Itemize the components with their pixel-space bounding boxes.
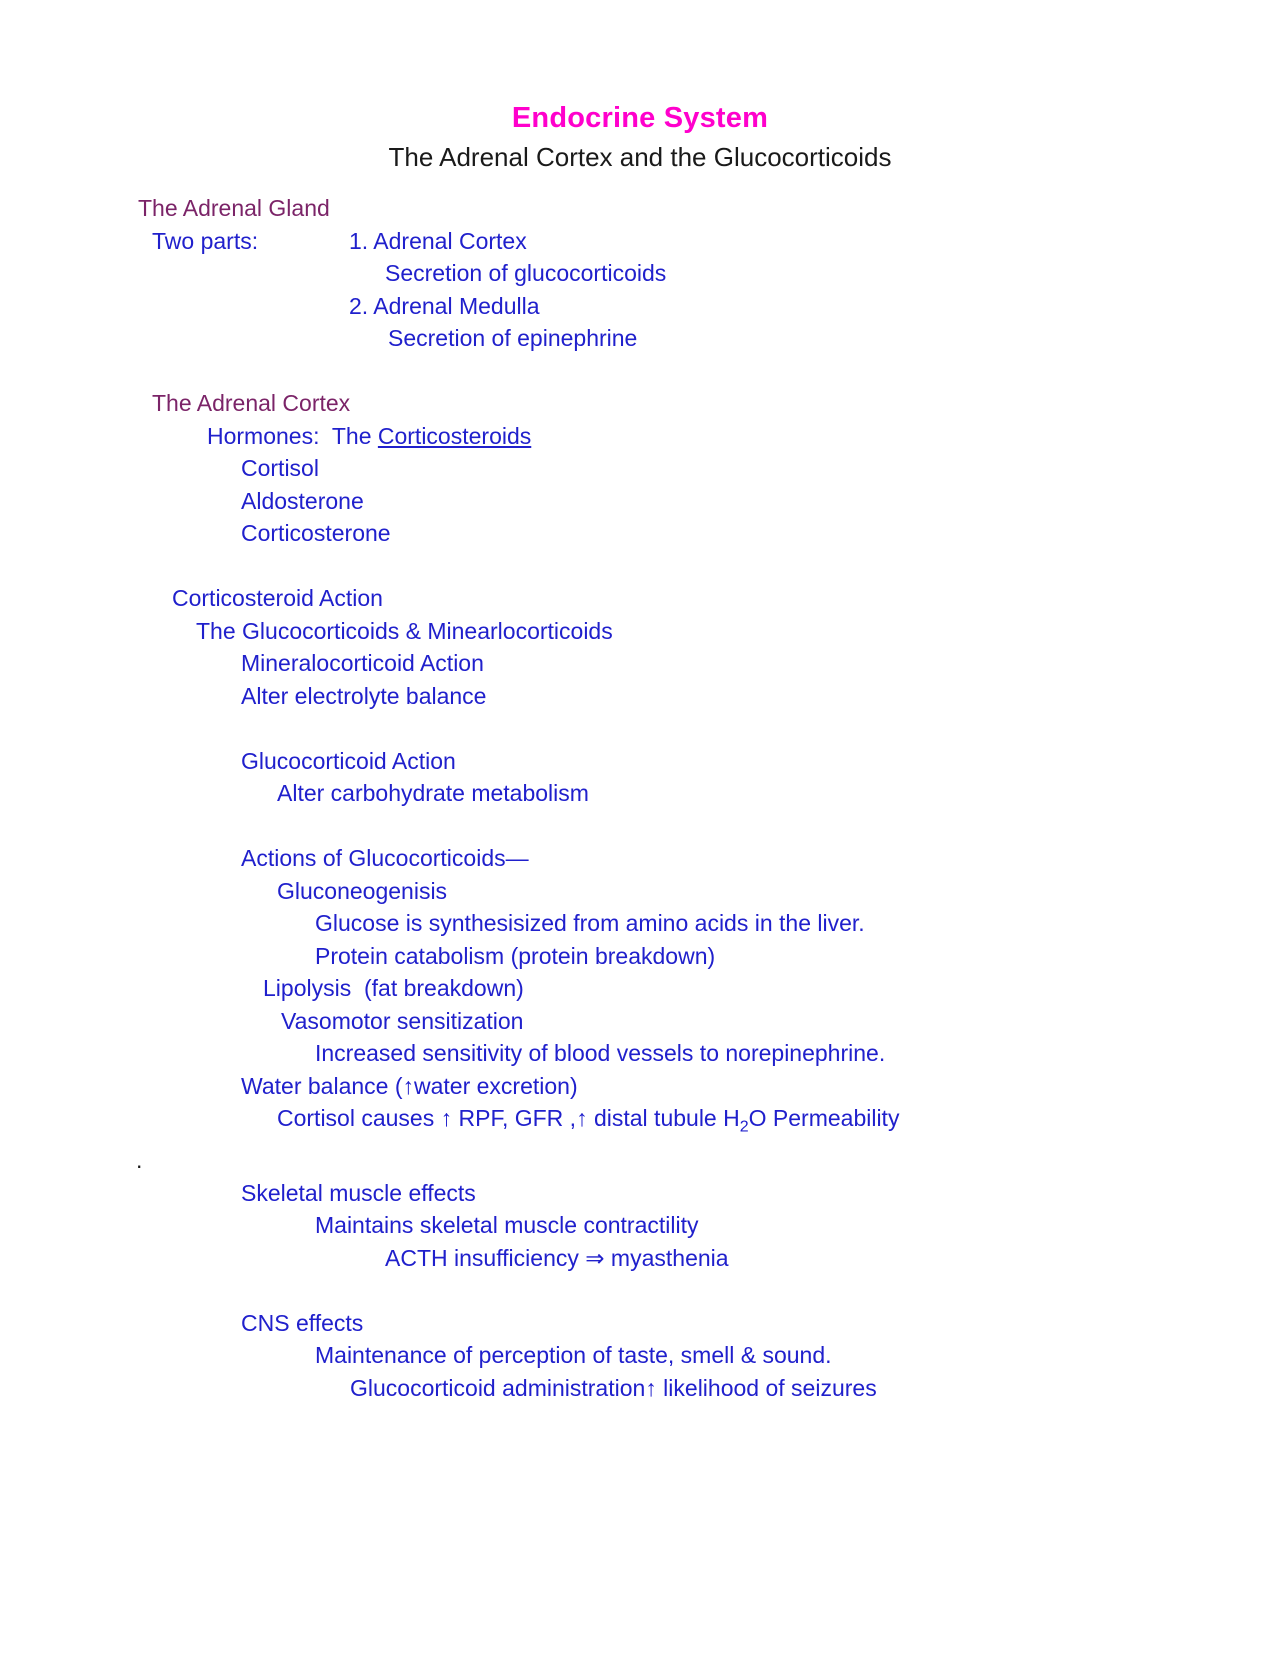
blank-line xyxy=(0,712,1280,745)
text-segment: Increased sensitivity of blood vessels to norepinephrine. xyxy=(315,1040,886,1066)
text-segment: Alter carbohydrate metabolism xyxy=(277,780,589,806)
text-segment: CNS effects xyxy=(241,1309,364,1336)
text-segment: Mineralocorticoid Action xyxy=(241,650,484,676)
text-segment: The Adrenal Gland xyxy=(138,195,330,221)
text-line xyxy=(0,1209,1280,1242)
text-line xyxy=(0,290,1280,323)
text-line xyxy=(0,1372,1280,1405)
text-segment: Two parts: xyxy=(152,227,259,254)
page-title: Endocrine System xyxy=(511,102,769,134)
document-body xyxy=(0,192,1280,1404)
text-segment: ↑ xyxy=(645,1374,657,1401)
blank-line xyxy=(0,550,1280,583)
text-segment: Glucose is synthesisized from amino acids in the liver. xyxy=(315,910,865,936)
text-line xyxy=(0,745,1280,778)
text-line xyxy=(0,322,1280,355)
text-line xyxy=(0,192,1280,225)
text-segment: Protein catabolism (protein breakdown) xyxy=(315,942,716,969)
text-segment: Skeletal muscle effects xyxy=(241,1179,476,1206)
text-segment: ↑ xyxy=(576,1105,594,1131)
text-line xyxy=(0,1070,1280,1103)
text-line xyxy=(0,1144,1280,1177)
blank-line xyxy=(0,355,1280,388)
text-segment: Corticosterone xyxy=(241,520,391,546)
text-segment: Glucocorticoid administration xyxy=(350,1374,646,1401)
text-segment: Hormones: The xyxy=(207,422,378,449)
text-line xyxy=(0,842,1280,875)
text-line xyxy=(0,940,1280,973)
text-segment: myasthenia xyxy=(604,1244,729,1271)
text-line xyxy=(0,387,1280,420)
blank-line xyxy=(0,810,1280,843)
text-line xyxy=(0,777,1280,810)
text-line xyxy=(0,1339,1280,1372)
text-segment: Water balance ( xyxy=(241,1072,403,1099)
text-line xyxy=(0,907,1280,940)
text-segment: O Permeability xyxy=(748,1105,900,1131)
text-segment: The Glucocorticoids & Minearlocorticoids xyxy=(196,617,613,644)
text-line xyxy=(0,1307,1280,1340)
text-segment: The Adrenal Cortex xyxy=(152,390,351,416)
text-line xyxy=(0,1242,1280,1275)
text-segment: RPF, GFR , xyxy=(458,1105,577,1131)
text-segment: 2 xyxy=(739,1118,749,1136)
text-segment: Actions of Glucocorticoids— xyxy=(241,845,529,871)
text-segment: ↑ xyxy=(402,1072,414,1099)
text-segment: . xyxy=(136,1147,143,1174)
text-segment: Corticosteroid Action xyxy=(172,585,383,611)
text-line xyxy=(0,517,1280,550)
text-segment: Aldosterone xyxy=(241,487,364,514)
text-line xyxy=(0,582,1280,615)
text-line xyxy=(0,647,1280,680)
text-line xyxy=(0,972,1280,1005)
text-segment: Gluconeogenisis xyxy=(277,877,448,904)
text-segment: distal tubule H xyxy=(593,1105,740,1131)
text-segment: water excretion) xyxy=(414,1072,578,1099)
text-line xyxy=(0,875,1280,908)
text-line xyxy=(0,1102,1280,1144)
underlined-text: Corticosteroids xyxy=(377,422,532,449)
text-segment: Secretion of glucocorticoids xyxy=(385,260,667,286)
text-segment: Cortisol xyxy=(241,455,319,481)
text-segment: Maintenance of perception of taste, smell & sound. xyxy=(315,1342,832,1369)
text-segment: ⇒ xyxy=(585,1244,605,1271)
text-line xyxy=(0,420,1280,453)
text-segment: Maintains skeletal muscle contractility xyxy=(315,1212,699,1239)
text-line xyxy=(0,225,1280,258)
text-segment: 1. Adrenal Cortex xyxy=(349,227,527,254)
text-segment: Secretion of epinephrine xyxy=(388,325,638,351)
text-line xyxy=(0,1005,1280,1038)
page-subtitle: The Adrenal Cortex and the Glucocorticoids xyxy=(388,142,892,172)
text-segment: Cortisol causes xyxy=(277,1105,441,1131)
text-segment: 2. Adrenal Medulla xyxy=(349,292,540,319)
text-line xyxy=(0,452,1280,485)
text-segment: ↑ xyxy=(440,1105,459,1131)
text-segment: likelihood of seizures xyxy=(656,1374,877,1401)
text-line xyxy=(0,615,1280,648)
blank-line xyxy=(0,1274,1280,1307)
text-line xyxy=(0,257,1280,290)
text-segment: Alter electrolyte balance xyxy=(241,682,487,709)
text-segment: Lipolysis (fat breakdown) xyxy=(263,975,524,1001)
text-segment: ACTH insufficiency xyxy=(385,1244,586,1271)
text-line xyxy=(0,1037,1280,1070)
text-line xyxy=(0,680,1280,713)
text-segment: Glucocorticoid Action xyxy=(241,747,456,774)
text-line xyxy=(0,485,1280,518)
text-line xyxy=(0,1177,1280,1210)
text-segment: Vasomotor sensitization xyxy=(281,1007,524,1034)
